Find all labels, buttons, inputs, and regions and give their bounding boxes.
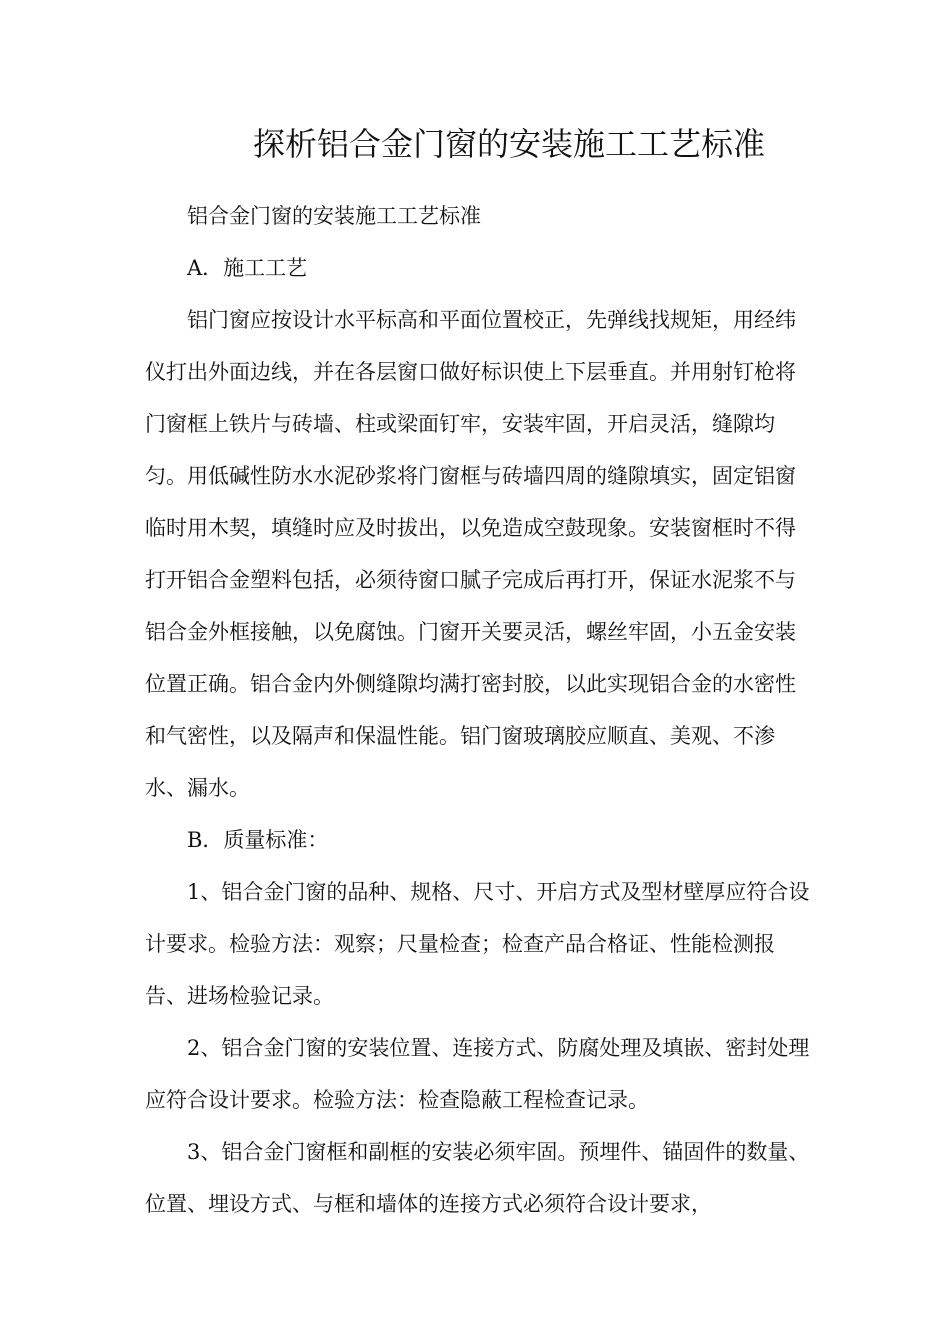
document-body <box>145 190 811 1230</box>
paragraph-construction-process: 铝门窗应按设计水平标高和平面位置校正，先弹线找规矩，用经纬仪打出外面边线，并在各层窗口做好标识使上下层垂直。并用射钉枪将门窗框上铁片与砖墙、柱或梁面钉牢，安装牢固，开启灵活，缝隙均匀。用低碱性防水水泥砂浆将门窗框与砖墙四周的缝隙填实，固定铝窗临时用木契，填缝时应及时拔出，以免造成空鼓现象。安装窗框时不得打开铝合金塑料包括，必须待窗口腻子完成后再打开，保证水泥浆不与铝合金外框接触，以免腐蚀。门窗开关要灵活，螺丝牢固，小五金安装位置正确。铝合金内外侧缝隙均满打密封胶，以此实现铝合金的水密性和气密性，以及隔声和保温性能。铝门窗玻璃胶应顺直、美观、不渗水、漏水。 <box>145 308 796 800</box>
paragraph-quality-item-3: 3、铝合金门窗框和副框的安装必须牢固。预埋件、锚固件的数量、位置、埋设方式、与框和墙体的连接方式必须符合设计要求， <box>145 1140 810 1216</box>
document-title: 探析铝合金门窗的安装施工工艺标准 <box>252 125 765 163</box>
paragraph-quality-item-2: 2、铝合金门窗的安装位置、连接方式、防腐处理及填嵌、密封处理应符合设计要求。检验方法：检查隐蔽工程检查记录。 <box>145 1036 810 1112</box>
section-heading-a: A．施工工艺 <box>187 256 308 280</box>
section-heading-b: B．质量标准： <box>187 828 329 852</box>
paragraph-subtitle: 铝合金门窗的安装施工工艺标准 <box>187 204 481 228</box>
paragraph-quality-item-1: 1、铝合金门窗的品种、规格、尺寸、开启方式及型材壁厚应符合设计要求。检验方法：观察；尺量检查；检查产品合格证、性能检测报告、进场检验记录。 <box>145 880 810 1008</box>
